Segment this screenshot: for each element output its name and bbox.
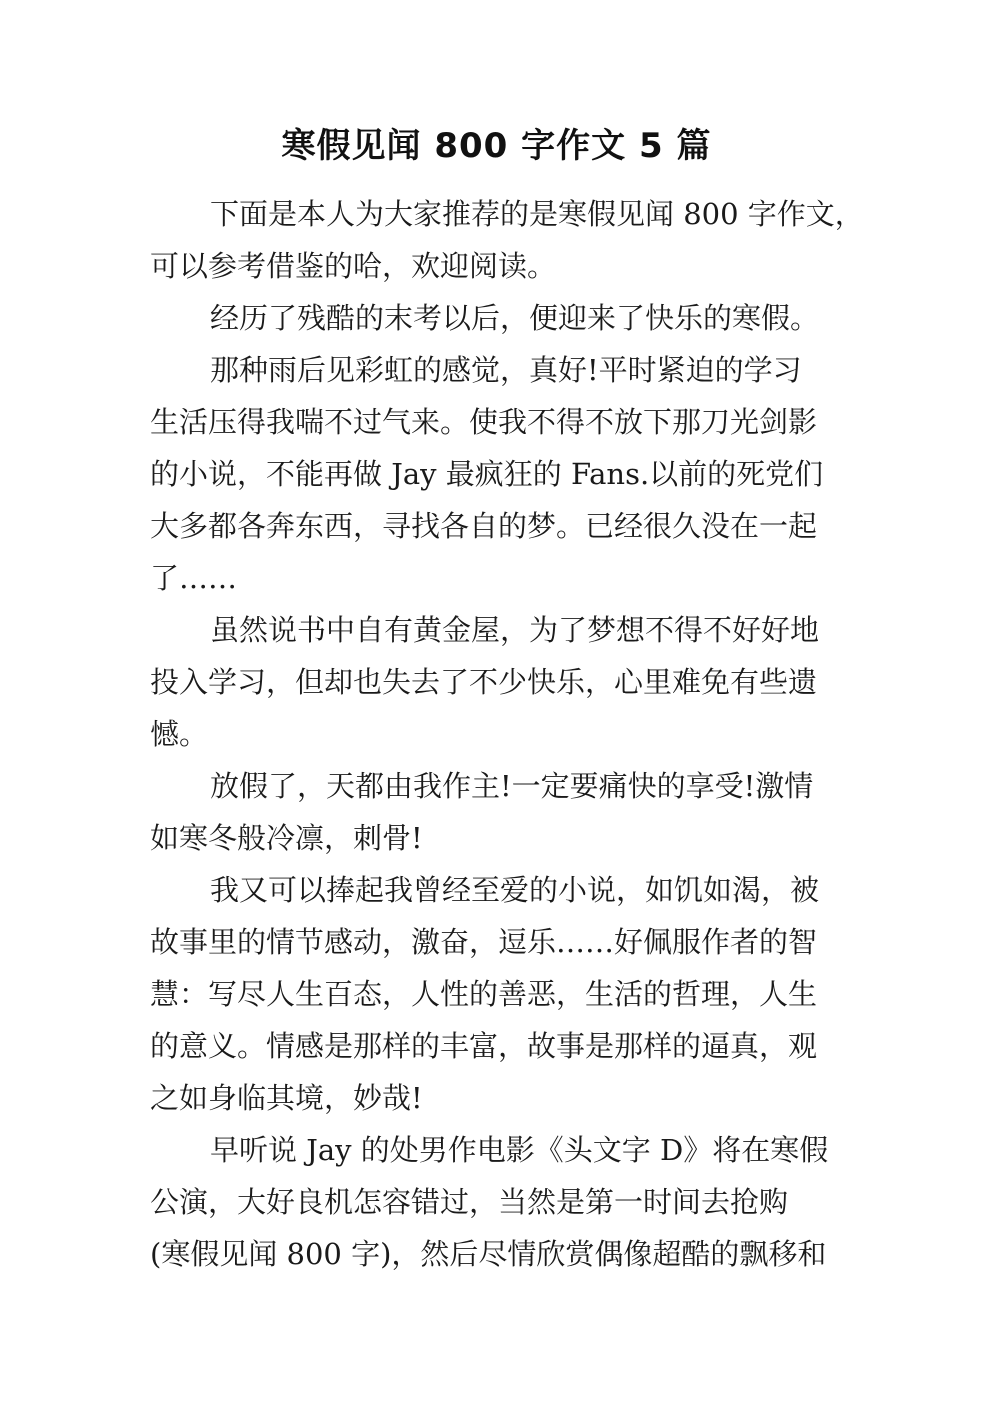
paragraph-line: 故事里的情节感动，激奋，逗乐……好佩服作者的智 — [150, 925, 818, 959]
paragraph — [150, 292, 855, 344]
paragraph-line: 大多都各奔东西，寻找各自的梦。已经很久没在一起 — [150, 509, 818, 543]
document-body — [150, 188, 864, 1280]
paragraph-line: 放假了，天都由我作主!一定要痛快的享受!激情 — [210, 769, 814, 803]
paragraph — [150, 864, 855, 1124]
paragraph-line: 憾。 — [150, 717, 209, 751]
paragraph-line: 可以参考借鉴的哈，欢迎阅读。 — [150, 249, 557, 283]
paragraph-line: 如寒冬般冷凛，刺骨! — [150, 821, 423, 855]
paragraph-line: 那种雨后见彩虹的感觉，真好!平时紧迫的学习 — [210, 353, 802, 387]
paragraph-line: 生活压得我喘不过气来。使我不得不放下那刀光剑影 — [150, 405, 818, 439]
paragraph-line: 经历了残酷的末考以后，便迎来了快乐的寒假。 — [210, 301, 820, 335]
paragraph-line: 的意义。情感是那样的丰富，故事是那样的逼真，观 — [150, 1029, 818, 1063]
paragraph — [150, 604, 855, 760]
paragraph-line: 了…… — [150, 561, 238, 595]
paragraph-line: 虽然说书中自有黄金屋，为了梦想不得不好好地 — [210, 613, 820, 647]
document-title: 寒假见闻 800 字作文 5 篇 — [281, 126, 712, 166]
paragraph-line: (寒假见闻 800 字)，然后尽情欣赏偶像超酷的飘移和 — [150, 1237, 827, 1271]
paragraph — [150, 1124, 855, 1280]
paragraph-line: 公演，大好良机怎容错过，当然是第一时间去抢购 — [150, 1185, 789, 1219]
paragraph-line: 下面是本人为大家推荐的是寒假见闻 800 字作文， — [210, 197, 864, 231]
paragraph-line: 的小说，不能再做 Jay 最疯狂的 Fans.以前的死党们 — [150, 457, 824, 491]
paragraph-line: 我又可以捧起我曾经至爱的小说，如饥如渴，被 — [210, 873, 820, 907]
paragraph-line: 投入学习，但却也失去了不少快乐，心里难免有些遗 — [150, 665, 818, 699]
paragraph-line: 之如身临其境，妙哉! — [150, 1081, 423, 1115]
paragraph-line: 早听说 Jay 的处男作电影《头文字 D》将在寒假 — [210, 1133, 829, 1167]
paragraph — [150, 344, 855, 604]
paragraph — [150, 188, 864, 292]
paragraph — [150, 760, 855, 864]
paragraph-line: 慧：写尽人生百态，人性的善恶，生活的哲理，人生 — [150, 977, 818, 1011]
